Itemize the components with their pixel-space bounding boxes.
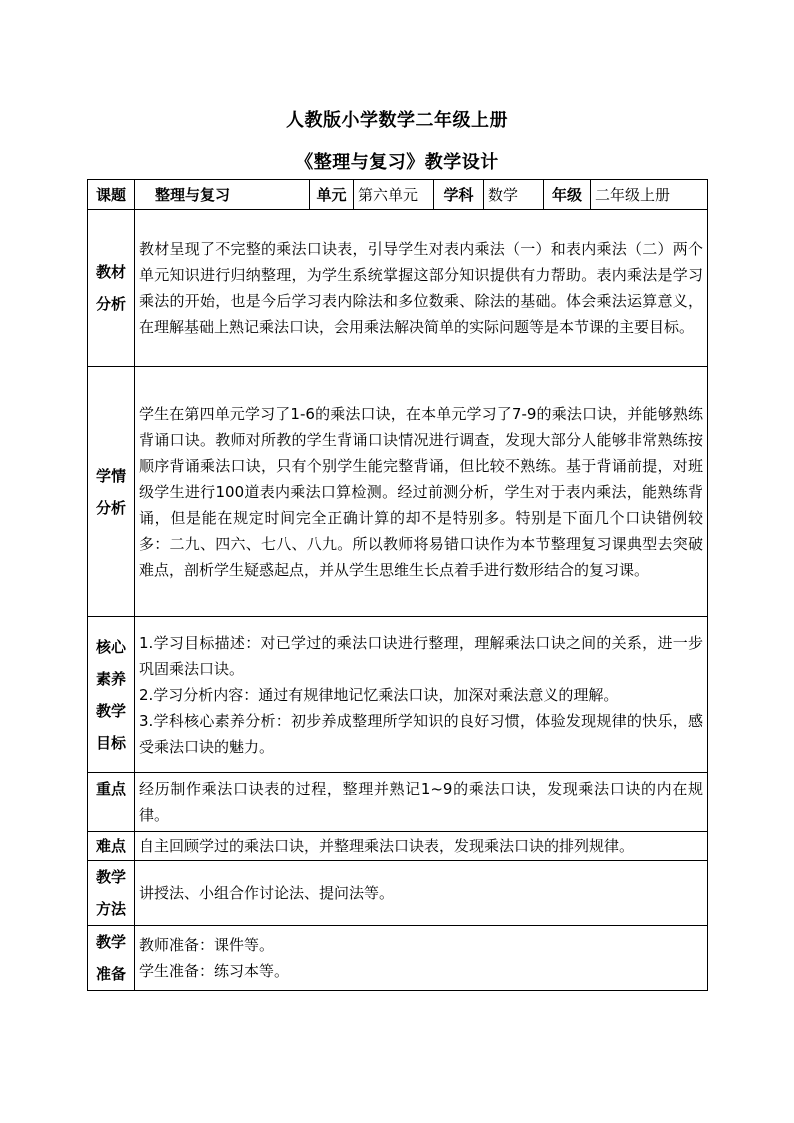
grade-label: 年级: [544, 180, 591, 210]
topic-label: 课题: [88, 180, 135, 210]
document-title: 人教版小学数学二年级上册: [286, 110, 508, 131]
document-subtitle: 《整理与复习》教学设计: [295, 152, 499, 173]
grade-value: 二年级上册: [591, 180, 708, 210]
subject-label: 学科: [434, 180, 484, 210]
textbook-analysis-row: [88, 210, 708, 367]
core-goals-row: [88, 617, 708, 773]
key-point-row: [88, 773, 708, 832]
preparation-label: 教学 准备: [88, 926, 135, 991]
student-analysis-label: 学情 分析: [88, 367, 135, 617]
core-goals-text: [135, 617, 708, 773]
unit-value: 第六单元: [354, 180, 434, 210]
core-goal-item-1: 1.学习目标描述：对已学过的乘法口诀进行整理，理解乘法口诀之间的关系，进一步巩固乘法口诀。: [139, 633, 703, 678]
unit-label: 单元: [310, 180, 354, 210]
method-label: 教学 方法: [88, 861, 135, 926]
subject-value: 数学: [484, 180, 544, 210]
difficulty-label: 难点: [88, 832, 135, 861]
difficulty-text: 自主回顾学过的乘法口诀，并整理乘法口诀表，发现乘法口诀的排列规律。: [135, 832, 708, 861]
preparation-text: [135, 926, 708, 991]
teacher-preparation: 教师准备：课件等。: [139, 936, 275, 954]
topic-value: 整理与复习: [135, 180, 310, 210]
method-row: [88, 861, 708, 926]
core-goals-label: 核心 素养 教学 目标: [88, 617, 135, 773]
student-analysis-text: 学生在第四单元学习了1-6的乘法口诀，在本单元学习了7-9的乘法口诀，并能够熟练背诵口诀。教师对所教的学生背诵口诀情况进行调查，发现大部分人能够非常熟练按顺序背诵乘法口诀，只有个别学生能完整背诵，但比较不熟练。基于背诵前提，对班级学生进行100道表内乘法口算检测。经过前测分析，学生对于表内乘法，能熟练背诵，但是能在规定时间完全正确计算的却不是特别多。特别是下面几个口诀错例较多：二九、四六、七八、八九。所以教师将易错口诀作为本节整理复习课典型去突破难点，剖析学生疑惑起点，并从学生思维生长点着手进行数形结合的复习课。: [135, 367, 708, 617]
textbook-analysis-text: 教材呈现了不完整的乘法口诀表，引导学生对表内乘法（一）和表内乘法（二）两个单元知识进行归纳整理，为学生系统掌握这部分知识提供有力帮助。表内乘法是学习乘法的开始，也是今后学习表内除法和多位数乘、除法的基础。体会乘法运算意义，在理解基础上熟记乘法口诀，会用乘法解决简单的实际问题等是本节课的主要目标。: [135, 210, 708, 367]
core-goal-item-3: 3.学科核心素养分析：初步养成整理所学知识的良好习惯，体验发现规律的快乐，感受乘法口诀的魅力。: [139, 711, 703, 756]
preparation-row: [88, 926, 708, 991]
core-goal-item-2: 2.学习分析内容：通过有规律地记忆乘法口诀，加深对乘法意义的理解。: [139, 685, 619, 704]
student-preparation: 学生准备：练习本等。: [139, 962, 290, 980]
difficulty-row: [88, 832, 708, 861]
textbook-analysis-label: 教材 分析: [88, 210, 135, 367]
lesson-plan-table: [87, 179, 708, 991]
method-text: 讲授法、小组合作讨论法、提问法等。: [135, 861, 708, 926]
key-point-text: 经历制作乘法口诀表的过程，整理并熟记1~9的乘法口诀，发现乘法口诀的内在规律。: [135, 773, 708, 832]
key-point-label: 重点: [88, 773, 135, 832]
student-analysis-row: [88, 367, 708, 617]
header-row: [88, 180, 708, 210]
